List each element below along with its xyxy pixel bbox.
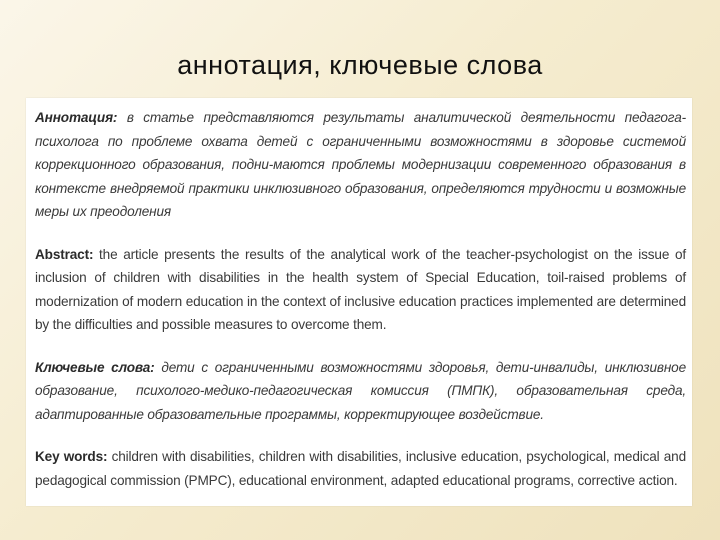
abstract-paragraph: [35, 243, 686, 337]
abstract-text: the article presents the results of the analytical work of the teacher-psychologist on the issue of inclusion of children with disabilities in the health system of Special Education, toil-raised problems of modernization of modern education in the context of inclusive education practices implemented are determined by the difficulties and possible measures to overcome them.: [35, 246, 686, 332]
keywords-en-text: children with disabilities, children with disabilities, inclusive education, psychological, medical and pedagogical commission (PMPC), educational environment, adapted educational programs, corrective action.: [35, 449, 686, 488]
annotation-paragraph: [35, 106, 686, 224]
keywords-en-paragraph: [35, 445, 686, 492]
annotation-label: Аннотация:: [35, 110, 118, 125]
keywords-ru-label: Ключевые слова:: [35, 359, 155, 375]
keywords-ru-text: дети с ограниченными возможностями здоровья, дети-инвалиды, инклюзивное образование, психолого-медико-педагогическая комиссия (ПМПК), образовательная среда, адаптированные образовательные программы, корректирующее воздействие.: [35, 359, 686, 422]
annotation-text: в статье представляются результаты аналитической деятельности педагога-психолога по проблеме охвата детей с ограниченными возможностями в здоровье системой коррекционного образования, подни-маются проблемы модернизации современного образования в контексте внедряемой практики инклюзивного образования, определяются трудности и возможные меры их преодоления: [35, 110, 686, 219]
slide-title: аннотация, ключевые слова: [177, 50, 543, 80]
document-panel: [26, 98, 692, 506]
abstract-label: Abstract:: [35, 246, 94, 262]
keywords-en-label: Key words:: [35, 449, 108, 464]
keywords-ru-paragraph: [35, 356, 686, 427]
